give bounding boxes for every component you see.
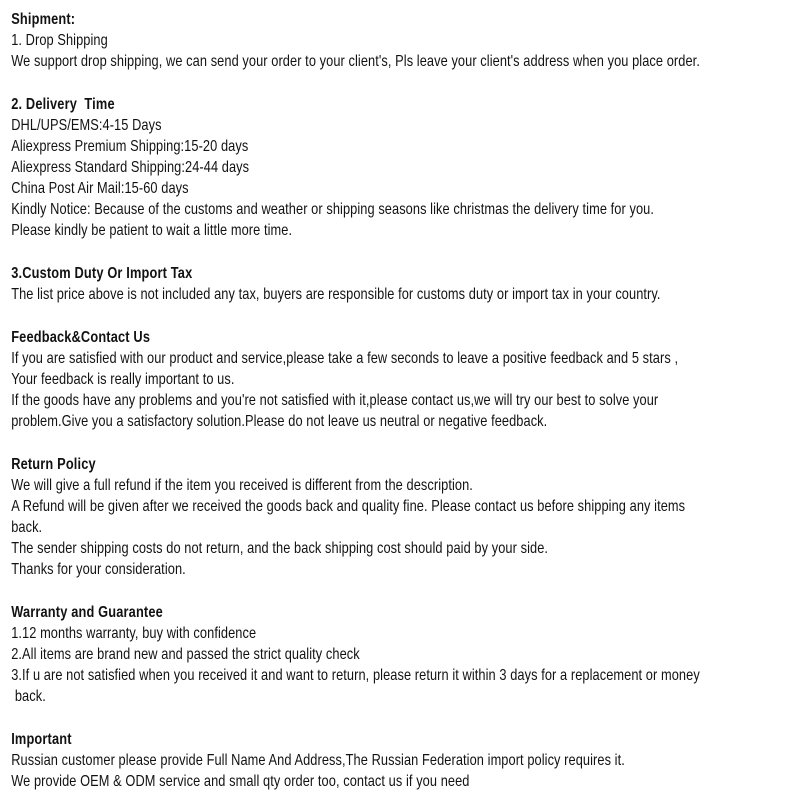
text-line: The sender shipping costs do not return, and the back shipping cost should paid by your side. xyxy=(11,540,549,557)
text-line: The list price above is not included any tax, buyers are responsible for customs duty or import tax in your country. xyxy=(11,286,661,303)
section-return-policy xyxy=(11,454,800,580)
section-heading: Warranty and Guarantee xyxy=(11,604,163,621)
text-line: 2.All items are brand new and passed the strict quality check xyxy=(11,646,360,663)
text-line: If you are satisfied with our product and service,please take a few seconds to leave a positive feedback and 5 stars , xyxy=(11,350,679,367)
text-line: problem.Give you a satisfactory solution.Please do not leave us neutral or negative feedback. xyxy=(11,413,548,430)
text-line: We support drop shipping, we can send your order to your client's, Pls leave your client's address when you place order. xyxy=(11,53,700,70)
text-line: A Refund will be given after we received the goods back and quality fine. Please contact us before shipping any items xyxy=(11,498,686,515)
text-line: We will give a full refund if the item you received is different from the description. xyxy=(11,477,473,494)
text-line: Aliexpress Standard Shipping:24-44 days xyxy=(11,159,250,176)
section-warranty-guarantee xyxy=(11,602,800,707)
text-line: back. xyxy=(11,519,43,536)
text-line: DHL/UPS/EMS:4-15 Days xyxy=(11,117,162,134)
section-feedback-contact xyxy=(11,327,800,432)
text-line: 3.If u are not satisfied when you received it and want to return, please return it within 3 days for a replacement or money xyxy=(11,667,700,684)
section-heading: 2. Delivery Time xyxy=(11,96,115,113)
text-line: China Post Air Mail:15-60 days xyxy=(11,180,189,197)
text-line: Kindly Notice: Because of the customs and weather or shipping seasons like christmas the delivery time for you. xyxy=(11,201,654,218)
text-line: If the goods have any problems and you're not satisfied with it,please contact us,we will try our best to solve your xyxy=(11,392,659,409)
section-heading: Important xyxy=(11,731,72,748)
section-delivery-time xyxy=(11,94,800,241)
text-line: We provide OEM & ODM service and small qty order too, contact us if you need xyxy=(11,773,470,790)
text-line: Your feedback is really important to us. xyxy=(11,371,235,388)
text-line: back. xyxy=(11,688,46,705)
text-line: Please kindly be patient to wait a little more time. xyxy=(11,222,293,239)
text-line: 1. Drop Shipping xyxy=(11,32,108,49)
section-heading: Return Policy xyxy=(11,456,96,473)
text-line: 1.12 months warranty, buy with confidence xyxy=(11,625,257,642)
section-heading: Feedback&Contact Us xyxy=(11,329,151,346)
text-line: Russian customer please provide Full Name And Address,The Russian Federation import policy requires it. xyxy=(11,752,625,769)
section-important xyxy=(11,729,800,792)
text-line: Aliexpress Premium Shipping:15-20 days xyxy=(11,138,249,155)
text-line: Thanks for your consideration. xyxy=(11,561,186,578)
section-shipment xyxy=(11,9,800,72)
section-heading: 3.Custom Duty Or Import Tax xyxy=(11,265,193,282)
section-heading: Shipment: xyxy=(11,11,76,28)
section-custom-duty xyxy=(11,263,800,305)
